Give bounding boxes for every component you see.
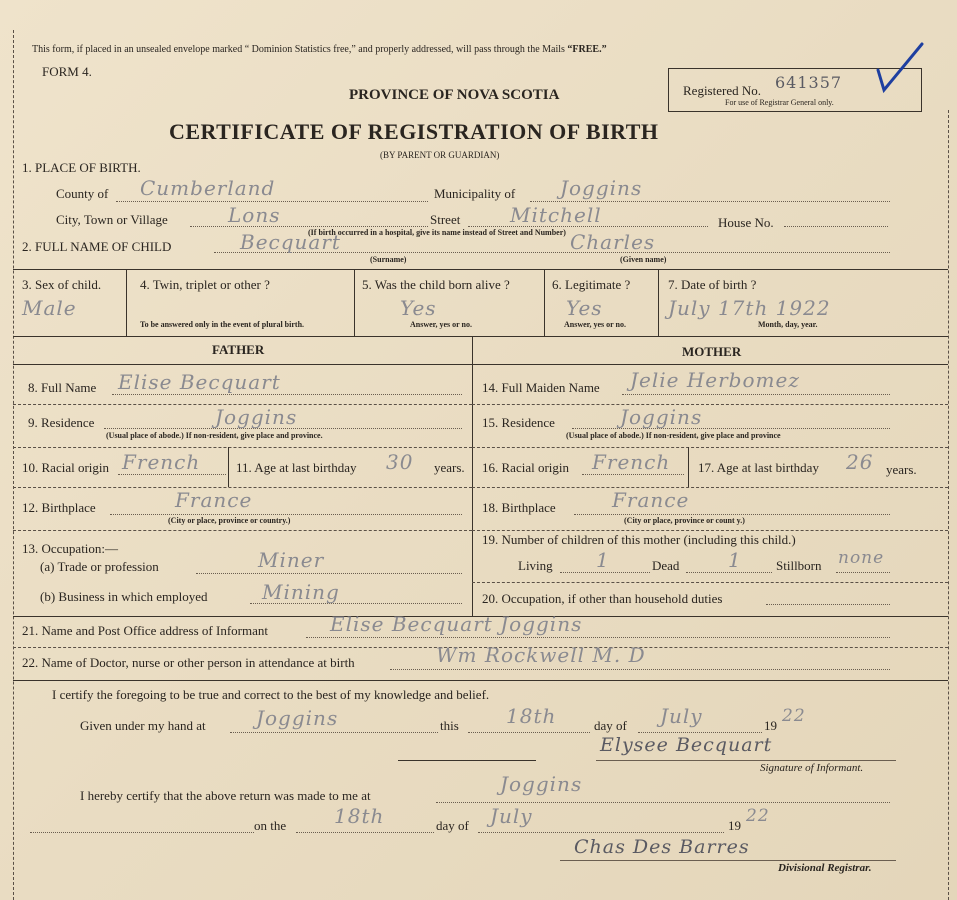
dead-label: Dead [652,558,680,573]
house-number-label: House No. [718,215,774,230]
row3-divider [658,269,659,336]
father-race-label: 10. Racial origin [22,460,110,475]
father-occupation-label: 13. Occupation:— [22,541,119,556]
mother-race-label: 16. Racial origin [482,460,570,475]
informant-line [306,637,890,638]
living-label: Living [518,558,553,573]
city-label: City, Town or Village [56,212,168,227]
registrar-place-value: Joggins [500,772,583,796]
row-separator [472,582,948,583]
certificate-title: CERTIFICATE OF REGISTRATION OF BIRTH [169,119,659,144]
legitimate-value: Yes [566,296,603,320]
informant-label: 21. Name and Post Office address of Informant [22,623,268,638]
county-value: Cumberland [140,176,276,200]
street-label: Street [430,212,461,227]
mother-name-value: Jelie Herbomez [630,368,800,392]
year-prefix: 19 [764,718,777,733]
registrar-year-value: 22 [746,806,770,826]
mother-name-label: 14. Full Maiden Name [482,380,600,395]
left-border [13,30,14,900]
trade-value: Miner [258,548,325,572]
twin-note: To be answered only in the event of plural birth. [140,320,305,329]
registered-label: Registered No. [683,83,761,98]
mother-occupation-line [766,604,890,605]
street-value: Mitchell [510,203,602,227]
mother-residence-note: (Usual place of abode.) If non-resident, give place and province [566,431,781,440]
stillborn-line [836,572,890,573]
registrar-note: For use of Registrar General only. [725,98,834,107]
mother-birthplace-label: 18. Birthplace [482,500,556,515]
month-line [638,732,762,733]
place-of-birth-label: 1. PLACE OF BIRTH. [22,160,141,175]
registrar-day-of-label: day of [436,818,469,833]
dead-value: 1 [728,548,742,572]
signature-line [596,760,896,761]
mother-race-value: French [592,450,671,474]
child-surname-value: Becquart [240,230,341,254]
hospital-note: (If birth occurred in a hospital, give its name instead of Street and Number) [308,228,566,237]
city-line [190,226,428,227]
father-birthplace-note: (City or place, province or country.) [168,516,291,525]
mother-heading: MOTHER [682,344,742,359]
this-label: this [440,718,459,733]
registered-value: 641357 [775,73,843,92]
row-separator [13,530,472,531]
father-residence-label: 9. Residence [28,415,95,430]
father-race-value: French [122,450,201,474]
registrar-signature-line [560,860,896,861]
living-line [560,572,650,573]
registrar-day-value: 18th [334,804,385,828]
father-birthplace-value: France [175,488,253,512]
surname-caption: (Surname) [370,255,407,264]
business-label: (b) Business in which employed [40,589,208,604]
row3-divider [354,269,355,336]
registrar-lead-line [30,832,254,833]
father-residence-value: Joggins [215,405,298,429]
twin-label: 4. Twin, triplet or other ? [140,277,270,292]
father-age-unit: years. [434,460,465,475]
row3-bottom-rule [13,336,948,337]
child-given-value: Charles [570,230,656,254]
mother-race-line [582,474,684,475]
row3-divider [126,269,127,336]
county-line [116,201,428,202]
dob-label: 7. Date of birth ? [668,277,757,292]
informant-value: Elise Becquart Joggins [330,612,583,636]
registrar-text: I hereby certify that the above return was made to me at [80,788,371,803]
municipality-value: Joggins [560,176,643,200]
father-residence-note: (Usual place of abode.) If non-resident, give place and province. [106,431,323,440]
sex-label: 3. Sex of child. [22,277,102,292]
stillborn-label: Stillborn [776,558,822,573]
dob-note: Month, day, year. [758,320,818,329]
certify-day-value: 18th [506,704,557,728]
father-race-line [118,474,226,475]
father-heading: FATHER [212,342,265,357]
heading-rule [13,364,948,365]
row-separator [472,530,948,531]
father-mother-divider [472,336,473,616]
registrar-month-value: July [490,804,533,828]
registrar-caption: Divisional Registrar. [778,862,872,874]
signature-caption: Signature of Informant. [760,762,864,774]
certify-year-value: 22 [782,706,806,726]
mother-age-value: 26 [846,450,874,474]
father-name-line [112,394,462,395]
doctor-line [390,669,890,670]
cell-divider [688,447,689,487]
province-heading: PROVINCE OF NOVA SCOTIA [349,87,560,103]
municipality-label: Municipality of [434,186,516,201]
sex-value: Male [22,296,77,320]
dead-line [686,572,772,573]
informant-signature: Elysee Becquart [600,734,773,756]
row-separator [13,447,472,448]
born-alive-label: 5. Was the child born alive ? [362,277,510,292]
certify-text: I certify the foregoing to be true and correct to the best of my knowledge and belief. [52,687,490,702]
cell-divider [228,447,229,487]
certify-month-value: July [660,704,703,728]
section-rule [13,680,948,681]
mother-age-unit: years. [886,462,917,477]
registrar-signature: Chas Des Barres [574,836,750,858]
father-name-value: Elise Becquart [118,370,281,394]
row-separator [472,404,948,405]
house-number-line [784,226,888,227]
registrar-month-line [478,832,724,833]
mother-birthplace-line [574,514,890,515]
living-value: 1 [596,548,610,572]
row-separator [472,487,948,488]
certificate-subtitle: (BY PARENT OR GUARDIAN) [380,150,500,160]
registrar-year-prefix: 19 [728,818,741,833]
father-age-label: 11. Age at last birthday [236,460,357,475]
trade-label: (a) Trade or profession [40,559,159,574]
mother-birthplace-note: (City or place, province or count y.) [624,516,745,525]
stillborn-value: none [838,548,885,568]
trade-line [196,573,462,574]
registrar-place-line [436,802,890,803]
right-border [948,110,949,900]
county-label: County of [56,186,109,201]
mother-name-line [622,394,890,395]
dob-value: July 17th 1922 [668,296,831,320]
registrar-day-line [296,832,434,833]
row3-top-rule [13,269,948,270]
mail-note: This form, if placed in an unsealed envelope marked “ Dominion Statistics free,” and properly addressed, will pass through the Mails “FREE.” [32,44,607,55]
day-line [468,732,590,733]
day-of-label: day of [594,718,627,733]
given-place-line [230,732,438,733]
child-name-label: 2. FULL NAME OF CHILD [22,239,172,254]
given-place-value: Joggins [256,706,339,730]
row-separator [472,447,948,448]
mother-age-label: 17. Age at last birthday [698,460,819,475]
father-name-label: 8. Full Name [28,380,97,395]
on-the-label: on the [254,818,287,833]
row3-divider [544,269,545,336]
legitimate-note: Answer, yes or no. [564,320,627,329]
father-birthplace-label: 12. Birthplace [22,500,96,515]
legitimate-label: 6. Legitimate ? [552,277,631,292]
divider-short [398,760,536,761]
given-name-caption: (Given name) [620,255,667,264]
mother-residence-value: Joggins [620,405,703,429]
born-alive-value: Yes [400,296,437,320]
city-value: Lons [228,203,281,227]
municipality-line [530,201,890,202]
mother-residence-label: 15. Residence [482,415,555,430]
mother-birthplace-value: France [612,488,690,512]
doctor-label: 22. Name of Doctor, nurse or other person in attendance at birth [22,655,355,670]
business-value: Mining [262,580,340,604]
born-alive-note: Answer, yes or no. [410,320,473,329]
checkmark-icon [870,40,930,95]
father-birthplace-line [110,514,462,515]
form-number: FORM 4. [42,64,92,79]
doctor-value: Wm Rockwell M. D [436,643,646,667]
given-under-label: Given under my hand at [80,718,206,733]
children-count-label: 19. Number of children of this mother (including this child.) [482,532,796,547]
mother-occupation-label: 20. Occupation, if other than household duties [482,591,723,606]
father-age-value: 30 [386,450,414,474]
